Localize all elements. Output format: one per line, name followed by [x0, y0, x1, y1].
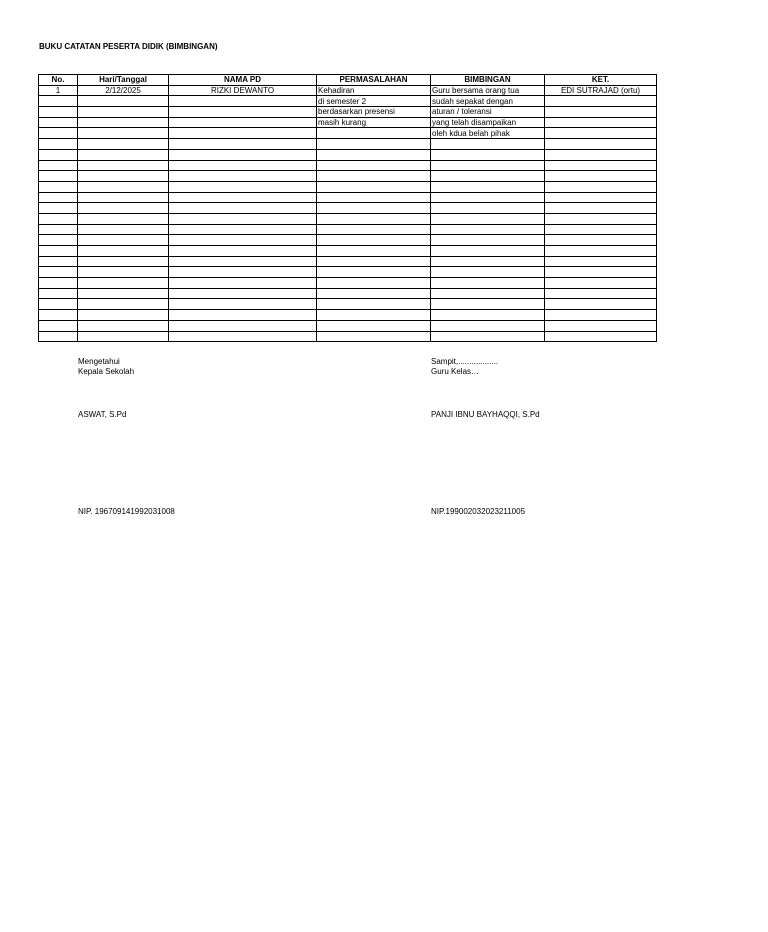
- cell-problem: [317, 171, 431, 182]
- cell-date: [78, 320, 169, 331]
- cell-student-name: [169, 139, 317, 150]
- cell-notes: [545, 181, 657, 192]
- cell-notes: [545, 149, 657, 160]
- cell-notes: [545, 171, 657, 182]
- cell-student-name: [169, 278, 317, 289]
- cell-no: [39, 107, 78, 118]
- cell-student-name: [169, 213, 317, 224]
- teacher-block: [431, 357, 498, 377]
- cell-date: [78, 181, 169, 192]
- cell-student-name: [169, 160, 317, 171]
- cell-date: [78, 278, 169, 289]
- cell-no: [39, 139, 78, 150]
- principal-nip: NIP. 196709141992031008: [78, 507, 175, 516]
- cell-no: [39, 128, 78, 139]
- cell-notes: [545, 203, 657, 214]
- document-title: BUKU CATATAN PESERTA DIDIK (BIMBINGAN): [39, 42, 218, 51]
- cell-notes: [545, 256, 657, 267]
- cell-problem: [317, 299, 431, 310]
- cell-no: [39, 310, 78, 321]
- cell-guidance: [431, 181, 545, 192]
- cell-notes: [545, 128, 657, 139]
- cell-student-name: [169, 149, 317, 160]
- cell-date: [78, 192, 169, 203]
- cell-guidance: [431, 224, 545, 235]
- cell-student-name: [169, 117, 317, 128]
- cell-problem: [317, 224, 431, 235]
- cell-problem: [317, 310, 431, 321]
- cell-date: [78, 299, 169, 310]
- cell-notes: [545, 213, 657, 224]
- table-row: [39, 288, 657, 299]
- cell-no: [39, 320, 78, 331]
- table-row: [39, 224, 657, 235]
- principal-name: ASWAT, S.Pd: [78, 410, 127, 419]
- table-header-row: [39, 75, 657, 86]
- cell-notes: [545, 192, 657, 203]
- cell-no: [39, 160, 78, 171]
- principal-title: Kepala Sekolah: [78, 367, 135, 376]
- cell-date: [78, 331, 169, 342]
- cell-problem: masih kurang: [317, 117, 431, 128]
- table-row: [39, 181, 657, 192]
- header-student-name: NAMA PD: [169, 75, 317, 86]
- cell-problem: [317, 139, 431, 150]
- table-row: [39, 203, 657, 214]
- cell-date: [78, 139, 169, 150]
- header-problem: PERMASALAHAN: [317, 75, 431, 86]
- cell-notes: [545, 235, 657, 246]
- cell-notes: [545, 117, 657, 128]
- cell-problem: [317, 246, 431, 257]
- cell-no: [39, 224, 78, 235]
- cell-problem: [317, 128, 431, 139]
- cell-student-name: [169, 246, 317, 257]
- cell-guidance: sudah sepakat dengan: [431, 96, 545, 107]
- table-row: [39, 278, 657, 289]
- cell-guidance: [431, 149, 545, 160]
- cell-notes: [545, 246, 657, 257]
- cell-no: [39, 149, 78, 160]
- cell-no: [39, 171, 78, 182]
- cell-notes: [545, 224, 657, 235]
- cell-date: [78, 107, 169, 118]
- table-row: [39, 235, 657, 246]
- table-row: [39, 320, 657, 331]
- table-row: [39, 213, 657, 224]
- cell-guidance: [431, 310, 545, 321]
- cell-guidance: [431, 256, 545, 267]
- table-row: [39, 85, 657, 96]
- cell-guidance: [431, 299, 545, 310]
- cell-date: [78, 149, 169, 160]
- cell-student-name: RIZKI DEWANTO: [169, 85, 317, 96]
- cell-no: [39, 96, 78, 107]
- cell-no: [39, 181, 78, 192]
- table-row: [39, 299, 657, 310]
- cell-date: [78, 256, 169, 267]
- cell-date: [78, 267, 169, 278]
- cell-student-name: [169, 128, 317, 139]
- cell-problem: [317, 288, 431, 299]
- cell-no: [39, 299, 78, 310]
- place-date-label: Sampit,..................: [431, 357, 499, 366]
- cell-no: [39, 288, 78, 299]
- cell-notes: [545, 107, 657, 118]
- cell-problem: [317, 320, 431, 331]
- cell-guidance: [431, 203, 545, 214]
- cell-notes: [545, 139, 657, 150]
- teacher-title: Guru Kelas…: [431, 367, 480, 376]
- cell-student-name: [169, 192, 317, 203]
- cell-notes: [545, 299, 657, 310]
- cell-student-name: [169, 171, 317, 182]
- cell-notes: [545, 288, 657, 299]
- cell-student-name: [169, 310, 317, 321]
- cell-guidance: [431, 320, 545, 331]
- principal-block: [78, 357, 134, 377]
- table-row: [39, 171, 657, 182]
- cell-date: 2/12/2025: [78, 85, 169, 96]
- cell-date: [78, 213, 169, 224]
- cell-no: [39, 256, 78, 267]
- cell-notes: [545, 331, 657, 342]
- cell-notes: [545, 96, 657, 107]
- cell-problem: [317, 256, 431, 267]
- table-row: [39, 192, 657, 203]
- cell-date: [78, 171, 169, 182]
- cell-no: [39, 235, 78, 246]
- cell-problem: Kehadiran: [317, 85, 431, 96]
- cell-guidance: [431, 246, 545, 257]
- cell-notes: [545, 320, 657, 331]
- cell-guidance: [431, 160, 545, 171]
- cell-student-name: [169, 203, 317, 214]
- table-row: [39, 149, 657, 160]
- cell-guidance: oleh kdua belah pihak: [431, 128, 545, 139]
- table-row: [39, 256, 657, 267]
- cell-no: 1: [39, 85, 78, 96]
- cell-notes: [545, 278, 657, 289]
- cell-guidance: Guru bersama orang tua: [431, 85, 545, 96]
- cell-date: [78, 96, 169, 107]
- cell-guidance: [431, 213, 545, 224]
- table-row: [39, 107, 657, 118]
- cell-problem: [317, 160, 431, 171]
- cell-problem: [317, 203, 431, 214]
- cell-notes: [545, 160, 657, 171]
- header-notes: KET.: [545, 75, 657, 86]
- cell-date: [78, 246, 169, 257]
- cell-guidance: aturan / toleransi: [431, 107, 545, 118]
- cell-student-name: [169, 288, 317, 299]
- cell-guidance: [431, 278, 545, 289]
- teacher-nip: NIP.199002032023211005: [431, 507, 526, 516]
- table-row: [39, 96, 657, 107]
- cell-date: [78, 128, 169, 139]
- cell-date: [78, 224, 169, 235]
- cell-student-name: [169, 299, 317, 310]
- cell-guidance: [431, 192, 545, 203]
- table-row: [39, 128, 657, 139]
- table-row: [39, 139, 657, 150]
- cell-student-name: [169, 235, 317, 246]
- cell-problem: di semester 2: [317, 96, 431, 107]
- cell-problem: [317, 235, 431, 246]
- cell-date: [78, 288, 169, 299]
- cell-guidance: [431, 331, 545, 342]
- cell-student-name: [169, 320, 317, 331]
- cell-guidance: [431, 288, 545, 299]
- cell-student-name: [169, 107, 317, 118]
- cell-student-name: [169, 224, 317, 235]
- cell-student-name: [169, 96, 317, 107]
- cell-guidance: yang telah disampaikan: [431, 117, 545, 128]
- table-row: [39, 160, 657, 171]
- cell-no: [39, 203, 78, 214]
- cell-guidance: [431, 235, 545, 246]
- table-row: [39, 117, 657, 128]
- cell-date: [78, 160, 169, 171]
- cell-date: [78, 203, 169, 214]
- cell-student-name: [169, 181, 317, 192]
- cell-notes: [545, 267, 657, 278]
- header-guidance: BIMBINGAN: [431, 75, 545, 86]
- cell-no: [39, 278, 78, 289]
- cell-student-name: [169, 256, 317, 267]
- cell-problem: berdasarkan presensi: [317, 107, 431, 118]
- cell-no: [39, 267, 78, 278]
- cell-guidance: [431, 139, 545, 150]
- cell-problem: [317, 181, 431, 192]
- guidance-log-table: [38, 74, 657, 342]
- cell-date: [78, 117, 169, 128]
- header-no: No.: [39, 75, 78, 86]
- cell-problem: [317, 213, 431, 224]
- cell-problem: [317, 278, 431, 289]
- cell-problem: [317, 192, 431, 203]
- header-date: Hari/Tanggal: [78, 75, 169, 86]
- cell-notes: [545, 310, 657, 321]
- table-row: [39, 331, 657, 342]
- table-row: [39, 246, 657, 257]
- acknowledged-label: Mengetahui: [78, 357, 120, 366]
- table-body: [39, 85, 657, 342]
- cell-no: [39, 213, 78, 224]
- cell-no: [39, 246, 78, 257]
- cell-problem: [317, 267, 431, 278]
- cell-date: [78, 235, 169, 246]
- cell-problem: [317, 149, 431, 160]
- cell-date: [78, 310, 169, 321]
- cell-problem: [317, 331, 431, 342]
- table-row: [39, 310, 657, 321]
- table-row: [39, 267, 657, 278]
- cell-no: [39, 331, 78, 342]
- cell-student-name: [169, 267, 317, 278]
- cell-guidance: [431, 267, 545, 278]
- cell-notes: EDI SUTRAJAD (ortu): [545, 85, 657, 96]
- teacher-name: PANJI IBNU BAYHAQQI, S.Pd: [431, 410, 540, 419]
- cell-no: [39, 117, 78, 128]
- cell-guidance: [431, 171, 545, 182]
- cell-no: [39, 192, 78, 203]
- cell-student-name: [169, 331, 317, 342]
